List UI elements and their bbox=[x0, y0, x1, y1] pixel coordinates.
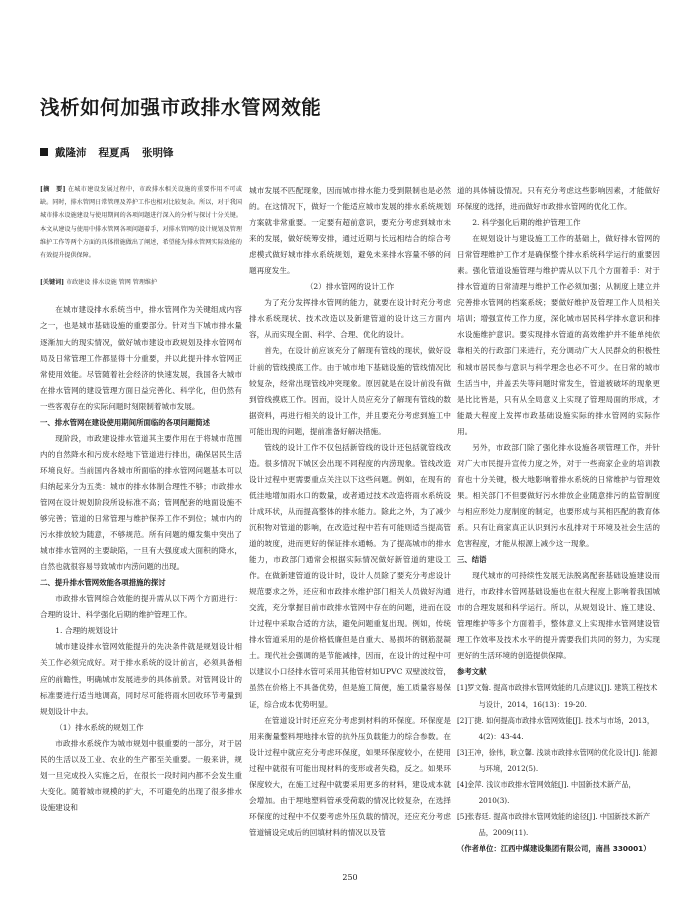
keywords-label: [关键词] bbox=[40, 279, 65, 287]
reference-item: [5]张春廷. 提高市政排水管网效能的途径[J]. 中国新技术新产品，2009(11). bbox=[457, 811, 651, 837]
page-title: 浅析如何加强市政排水管网效能 bbox=[40, 96, 322, 119]
abstract-label: [摘 要] bbox=[40, 186, 66, 193]
column-1 bbox=[40, 183, 242, 816]
column-2 bbox=[249, 183, 451, 841]
paragraph: 管线的设计工作不仅包括新管线的设计还包括就管线改造。很多情况下城区会出现不同程度的内涝现象。管线改造设计过程中更需要重点关注以下这些问题。例如，在现有的低洼地增加雨水口的数量，或者通过技术改造将雨水系统设计成环状，从而提高整体的排水能力。除此之外，为了减少沉积物对管道的影响，在改造过程中若有可能则适当提高管道的坡度，进而更好的保证排水通畅。为了提高城市的排水能力，市政部门通常会根据实际情况做好新管道的建设工作。在做新建管道的设计时，设计人员除了要充分考虑设计规范要求之外，还应和市政排水维护部门相关人员做好沟通交流，充分掌握目前市政排水管网中存在的问题，进而在设计过程中采取合适的方法，避免问题重复出现。例如，传统排水管道采用的是价格低廉但是自重大、易损坏的钢筋混凝土。现代社会强调的是节能减排，因而，在设计的过程中可以建议小口径排水管可采用其他管材如UPVC 双壁波纹管，虽然在价格上不具备优势，但是施工简便，施工质量容易保证，综合成本优势明显。 bbox=[249, 442, 451, 709]
references-heading: 参考文献 bbox=[457, 667, 487, 677]
reference-item: [2]丁捷. 如何提高市政排水管网效能[J]. 技术与市场，2013，4(2)：43-44. bbox=[457, 715, 655, 741]
paragraph: 在管道设计时还应充分考虑到材料的环保度。环保度是用来衡量整料埋地排水管的抗外压负载能力的综合参数。在设计过程中就应充分考虑环保度，如果环保度较小，在使用过程中就很有可能出现材料的变形或者失稳，反之。如果环保度较大，在施工过程中就要采用更多的材料，建设成本就会增加。由于埋地塑料管承受荷载的情况比较复杂，在选择环保度的过程中不仅要考虑外压负载的情况，还应充分考虑管道铺设完成后的回填材料的情况以及管 bbox=[249, 715, 451, 837]
paragraph: 在规划设计与建设施工工作的基础上，做好排水管网的日常管理维护工作才是确保整个排水系统科学运行的重要因素。强化管道设施管理与维护需从以下几个方面着手：对于排水管道的日常清理与维护工作必须加强；从制度上建立并完善排水管网的档案系统；要做好维护及管理工作人员相关培训；增强宣传工作力度，深化城市居民科学排水意识和排水设施维护意识。要实现排水管道的高效维护并不能单纯依靠相关的行政部门来进行，充分调动广大人民群众的积极性和城市居民参与意识与科学理念也必不可少。在日常的城市生活当中，并盖丢失等问题时常发生，管道被破坏的现象更是比比皆是，只有从全局意义上实现了管理局面的形成，才能最大程度上发挥市政基础设施实际的排水管网的实际作用。 bbox=[457, 234, 660, 436]
section-heading: 一、排水管网在建设使用期间所面临的各项问题简述 bbox=[40, 417, 210, 427]
section-heading: 二、提升排水管网效能各项措施的探讨 bbox=[40, 578, 166, 588]
paragraph: 现代城市的可持续性发展无法脱离配套基础设施建设而进行，市政排水管网基础设施也在很大程度上影响着我国城市的合理发展和科学运行。所以，从规划设计、施工建设、管理维护等多个方面着手，整体意义上实现排水管网建设管理工作效率及技术水平的提升需要我们共同的努力，为实现更好的生活环境的创造提供保障。 bbox=[457, 571, 660, 661]
square-bullet-icon bbox=[40, 148, 48, 156]
paragraph: 市政排水系统作为城市规划中很重要的一部分，对于居民的生活以及工业、农业的生产都至关重要。一般来讲，规划一旦完成投入实施之后，在很长一段时间内都不会发生重大变化。随着城市规模的扩大，不可避免的出现了很多排水设施建设和 bbox=[40, 738, 242, 812]
paragraph: 城市发展不匹配现象，因而城市排水能力受到限制也是必然的。在这情况下，做好一个能适应城市发展的排水系统规划方案就非常重要。一定要有超前意识，要充分考虑到城市未来的发展，做好统筹安排，通过近期与长远相结合的综合考虑模式做好城市排水系统规划，避免未来排水容量不够的问题再度发生。 bbox=[249, 186, 451, 276]
author-name: 程夏禹 bbox=[98, 147, 130, 159]
reference-item: [3]王冲，徐伟，耿立馨. 浅谈市政排水管网的优化设计[J]. 能源与环境，2012(5). bbox=[457, 747, 658, 773]
keywords bbox=[40, 276, 242, 289]
author-name: 戴隆沛 bbox=[55, 147, 87, 159]
subsection-heading: 2. 科学强化后期的维护管理工作 bbox=[472, 218, 581, 228]
paragraph: 道的具体铺设情况。只有充分考虑这些影响因素，才能做好环保度的选择，进而做好市政排水管网的优化工作。 bbox=[457, 186, 660, 212]
paragraph: 城市建设排水管网效能提升的先决条件就是规划设计相关工作必须完成好。对于排水系统的设计前言，必须具备相应的前瞻性，明确城市发展进步的具体前景。对管网设计的标准要进行适当地调高，同时尽可能将雨水回收环节考量到规划设计中去。 bbox=[40, 642, 242, 716]
reference-item: [4]金萍. 浅议市政排水管网效能[J]. 中国新技术新产品，2010(3). bbox=[457, 779, 636, 805]
abstract-text: 在城市建设发展过程中，市政排水相关设施的重要作用不可或缺。同时，排水管网日常管理及养护工作也相对比较复杂。所以，对于我国城市排水设施建设与使用期间的各项问题进行深入的分析与探讨十分关键。本文从建设与使用中排水管网各项问题着手，对排水管网的设计规划及管理维护工作等两个方面的具体措施做出了阐述，希望能为排水管网实际效能的有效提升提供保障。 bbox=[40, 186, 242, 260]
abstract bbox=[40, 183, 242, 262]
column-3 bbox=[457, 183, 660, 857]
paragraph: 另外，市政部门除了强化排水设施各项管理工作，并针对广大市民提升宣传力度之外，对于一些商家企业的培训教育也十分关键，极大地影响着排水系统的日常维护与管理效果。相关部门不但要做好污水排放企业随意排污的监管制度与相应形处力度制度的制定，也要形成与其相匹配的教育体系。只有让商家真正认识到污水乱排对于环境及社会生活的危害程度，才能从根源上减少这一现象。 bbox=[457, 442, 660, 549]
paragraph: 为了充分发挥排水管网的能力，就要在设计时充分考虑排水系统现状、技术改造以及新建管道的设计这三方面内容，从而实现全面、科学、合理、优化的设计。 bbox=[249, 298, 451, 340]
keywords-text: 市政建设 排水设施 管网 管理维护 bbox=[66, 279, 158, 287]
author-affiliation: （作者单位：江西中煤建设集团有限公司，南昌 330001） bbox=[457, 843, 651, 853]
paragraph: 首先，在设计前应该充分了解现有管线的现状，做好设计前的管线摸底工作。由于城市地下基础设施的管线情况比较复杂，经常出现管线冲突现象。原因就是在设计前没有做到管线摸底工作。因而，设计人员应充分了解现有管线的数据资料，再进行相关的设计工作，并且要充分考虑到施工中可能出现的问题，提前准备好解决措施。 bbox=[249, 346, 451, 436]
section-heading: 三、结语 bbox=[457, 555, 487, 565]
paragraph: 在城市建设排水系统当中，排水管网作为关键组成内容之一，也是城市基础设施的重要部分。针对当下城市排水量逐渐加大的现实情况，做好城市建设市政规划及排水管网布局及日常管理工作都显得十分重要，并以此提升排水管网正常使用效能。尽管随着社会经济的快速发展，我国各大城市在排水管网的建设管理方面日益完善化、科学化，但仍然有一些客观存在的实际问题时刻限制着城市发展。 bbox=[40, 305, 242, 411]
subsection-heading: 1. 合理的规划设计 bbox=[55, 626, 119, 636]
page-number: 250 bbox=[342, 873, 358, 882]
paragraph: 市政排水管网综合效能的提升需从以下两个方面进行：合理的设计、科学强化后期的维护管理工作。 bbox=[40, 594, 242, 620]
subsection-heading: （2）排水管网的设计工作 bbox=[305, 282, 395, 292]
author-line bbox=[40, 145, 186, 160]
paragraph: 现阶段，市政建设排水管道其主要作用在于将城市范围内的自然降水和污废水经地下管道进行排出，确保居民生活环境良好。当前国内各城市所面临的排水管网问题基本可以归纳起来分为五类：城市的排水体制合理性不够；市政排水管网在设计规划阶段所设标准不高；管网配套的地面设施不够完善；管道的日常管理与维护保养工作不到位；城市内的污水排放较为随意，不够规范。所有问题的爆发集中突出了城市排水管网的主要缺陷，一旦有大强度或大面积的降水，自然也就很容易导致城市内涝问题的出现。 bbox=[40, 433, 242, 572]
author-name: 张明锋 bbox=[142, 147, 174, 159]
reference-item: [1]罗文翰. 提高市政排水管网效能的几点建议[J]. 建筑工程技术与设计，2014，16(13)：19-20. bbox=[457, 683, 658, 709]
subsection-heading: （1）排水系统的规划工作 bbox=[55, 722, 144, 732]
